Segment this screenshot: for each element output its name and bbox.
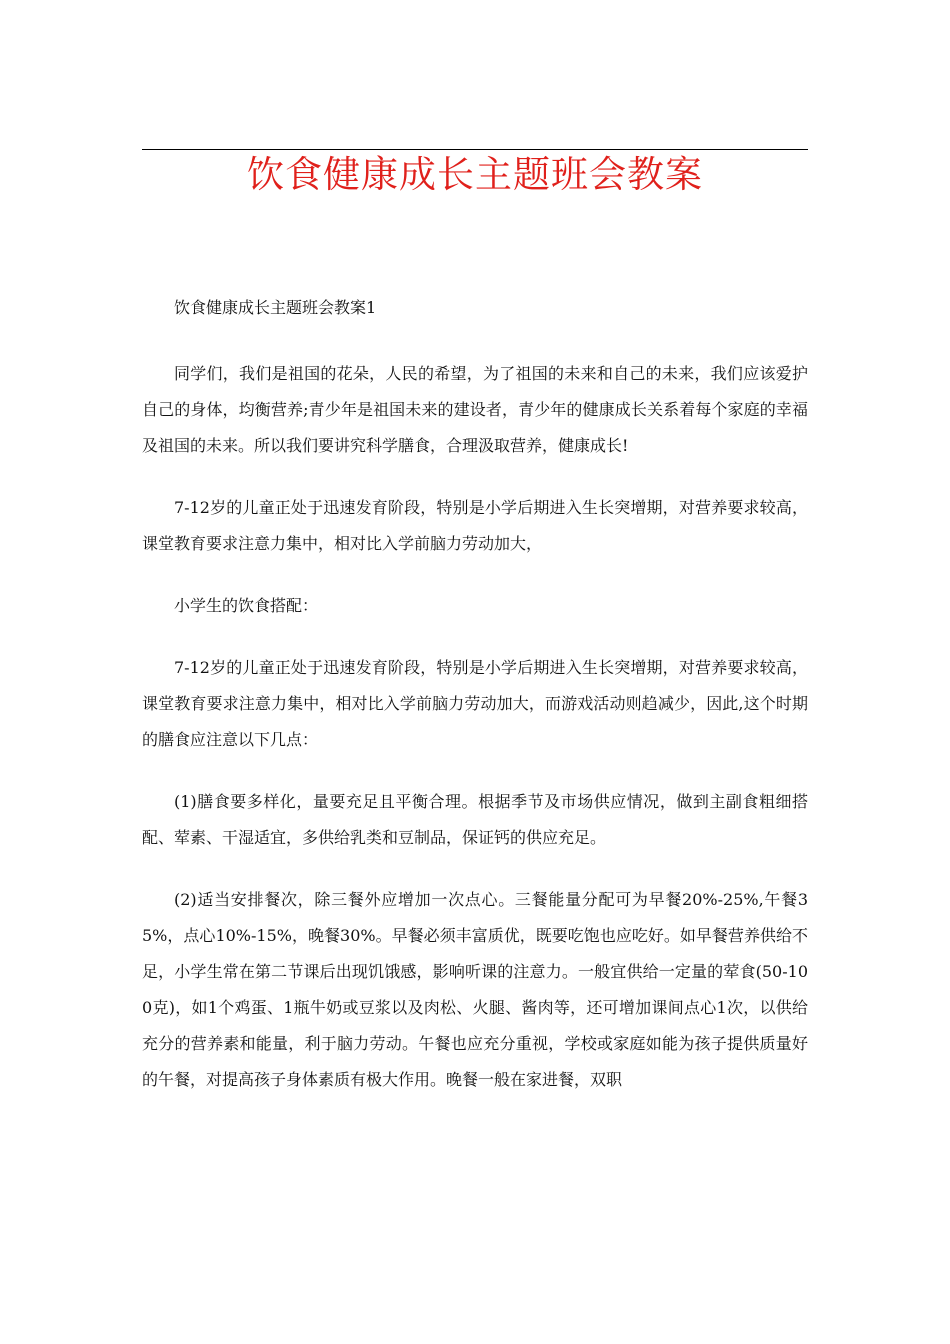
paragraph-diet-notes: 7-12岁的儿童正处于迅速发育阶段，特别是小学后期进入生长突增期，对营养要求较高，课堂教育要求注意力集中，相对比入学前脑力劳动加大，而游戏活动则趋减少，因此,这个时期的膳食应注意以下几点： [142,658,808,749]
paragraph-point-2: (2)适当安排餐次，除三餐外应增加一次点心。三餐能量分配可为早餐20%-25%,午餐35%，点心10%-15%，晚餐30%。早餐必须丰富质优，既要吃饱也应吃好。如早餐营养供给不足，小学生常在第二节课后出现饥饿感，影响听课的注意力。一般宜供给一定量的荤食(50-100克)，如1个鸡蛋、1瓶牛奶或豆浆以及肉松、火腿、酱肉等，还可增加课间点心1次，以供给充分的营养素和能量，利于脑力劳动。午餐也应充分重视，学校或家庭如能为孩子提供质量好的午餐，对提高孩子身体素质有极大作用。晚餐一般在家进餐，双职 [142,890,808,1089]
paragraph-age-development: 7-12岁的儿童正处于迅速发育阶段，特别是小学后期进入生长突增期，对营养要求较高，课堂教育要求注意力集中，相对比入学前脑力劳动加大， [142,498,808,553]
paragraph-point-1: (1)膳食要多样化，量要充足且平衡合理。根据季节及市场供应情况，做到主副食粗细搭配、荤素、干湿适宜，多供给乳类和豆制品，保证钙的供应充足。 [142,792,808,847]
section-heading: 饮食健康成长主题班会教案1 [174,298,377,317]
paragraph-intro: 同学们，我们是祖国的花朵，人民的希望，为了祖国的未来和自己的未来，我们应该爱护自己的身体，均衡营养;青少年是祖国未来的建设者，青少年的健康成长关系着每个家庭的幸福及祖国的未来。所以我们要讲究科学膳食，合理汲取营养，健康成长! [142,364,808,455]
paragraph-diet-heading: 小学生的饮食搭配： [174,596,319,615]
document-title: 饮食健康成长主题班会教案 [247,153,703,196]
document-body [142,290,808,1124]
